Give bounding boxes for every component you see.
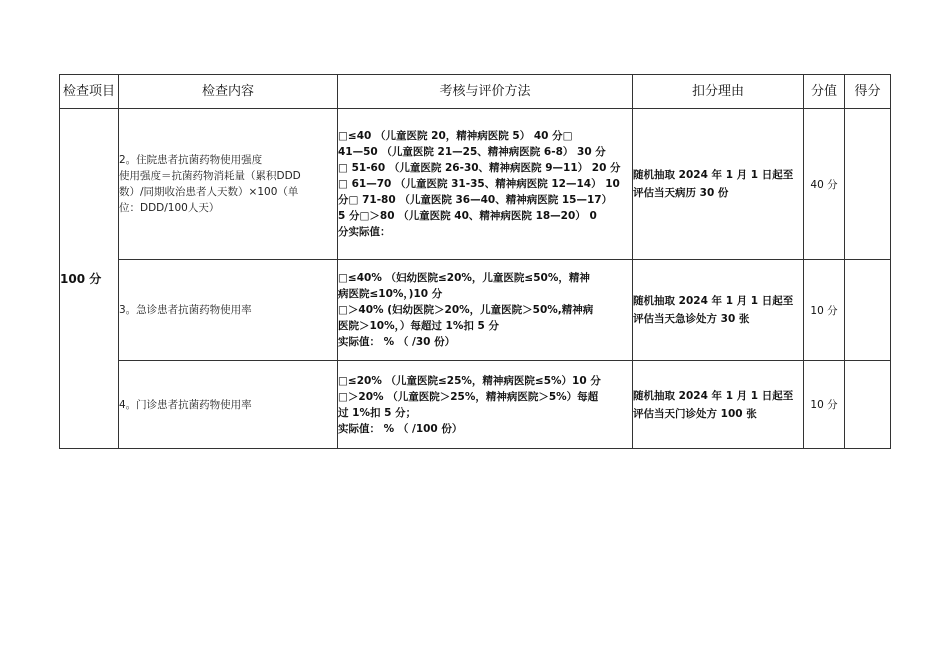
reason-cell: [633, 361, 804, 449]
table-row: [60, 109, 891, 260]
method-line: 分实际值：: [338, 226, 391, 238]
item-total: 100 分: [60, 109, 119, 449]
content-line: 3。急诊患者抗菌药物使用率: [119, 304, 252, 316]
content-line: 数）/同期收治患者人天数）×100（单: [119, 186, 299, 198]
method-line: 分□ 71-80 （儿童医院 36—40、精神病医院 15—17）: [338, 194, 613, 206]
method-cell: [338, 361, 633, 449]
reason-line: 随机抽取 2024 年 1 月 1 日起至: [633, 295, 794, 307]
method-line: 过 1%扣 5 分；: [338, 406, 417, 419]
reason-line: 评估当天急诊处方 30 张: [633, 313, 750, 325]
method-line: 医院＞10%，）每超过 1%扣 5 分: [338, 320, 499, 332]
header-row: [60, 75, 891, 109]
header-points: 分值: [804, 75, 845, 109]
reason-line: 评估当天门诊处方 100 张: [633, 407, 757, 420]
method-line: □≤20% （儿童医院≤25%，精神病医院≤5%）10 分: [338, 374, 601, 387]
content-cell: [119, 361, 338, 449]
reason-line: 随机抽取 2024 年 1 月 1 日起至: [633, 389, 794, 402]
method-line: 实际值： % （ /30 份）: [338, 336, 456, 348]
method-line: □ 61—70 （儿童医院 31-35、精神病医院 12—14） 10: [338, 178, 620, 190]
method-line: 5 分□＞80 （儿童医院 40、精神病医院 18—20） 0: [338, 210, 597, 222]
reason-line: 评估当天病历 30 份: [633, 187, 729, 199]
header-content: 检查内容: [119, 75, 338, 109]
content-cell: [119, 109, 338, 260]
reason-cell: [633, 109, 804, 260]
header-obtained: 得分: [845, 75, 891, 109]
method-line: □≤40 （儿童医院 20，精神病医院 5） 40 分□: [338, 130, 573, 142]
header-method: 考核与评价方法: [338, 75, 633, 109]
points-cell: 40 分: [804, 109, 845, 260]
method-line: □≤40% （妇幼医院≤20%，儿童医院≤50%，精神: [338, 272, 590, 284]
points-cell: 10 分: [804, 361, 845, 449]
content-line: 4。门诊患者抗菌药物使用率: [119, 398, 252, 411]
obtained-cell: [845, 109, 891, 260]
method-line: 病医院≤10%，)10 分: [338, 288, 443, 300]
header-reason: 扣分理由: [633, 75, 804, 109]
table-row: [60, 260, 891, 361]
method-line: 实际值： % （ /100 份）: [338, 422, 463, 435]
content-cell: [119, 260, 338, 361]
method-line: □＞20% （儿童医院＞25%，精神病医院＞5%）每超: [338, 390, 599, 403]
table-row: [60, 361, 891, 449]
content-line: 2。住院患者抗菌药物使用强度: [119, 154, 263, 166]
header-item: 检查项目: [60, 75, 119, 109]
method-cell: [338, 260, 633, 361]
content-line: 位：DDD/100人天）: [119, 202, 220, 214]
method-line: 41—50 （儿童医院 21—25、精神病医院 6-8） 30 分: [338, 146, 606, 158]
evaluation-table: [59, 74, 891, 449]
obtained-cell: [845, 361, 891, 449]
method-line: □＞40% (妇幼医院＞20%，儿童医院＞50%,精神病: [338, 304, 594, 316]
reason-line: 随机抽取 2024 年 1 月 1 日起至: [633, 169, 794, 181]
reason-cell: [633, 260, 804, 361]
content-line: 使用强度＝抗菌药物消耗量（累积DDD: [119, 170, 301, 182]
method-cell: [338, 109, 633, 260]
points-cell: 10 分: [804, 260, 845, 361]
method-line: □ 51-60 （儿童医院 26-30、精神病医院 9—11） 20 分: [338, 162, 621, 174]
obtained-cell: [845, 260, 891, 361]
